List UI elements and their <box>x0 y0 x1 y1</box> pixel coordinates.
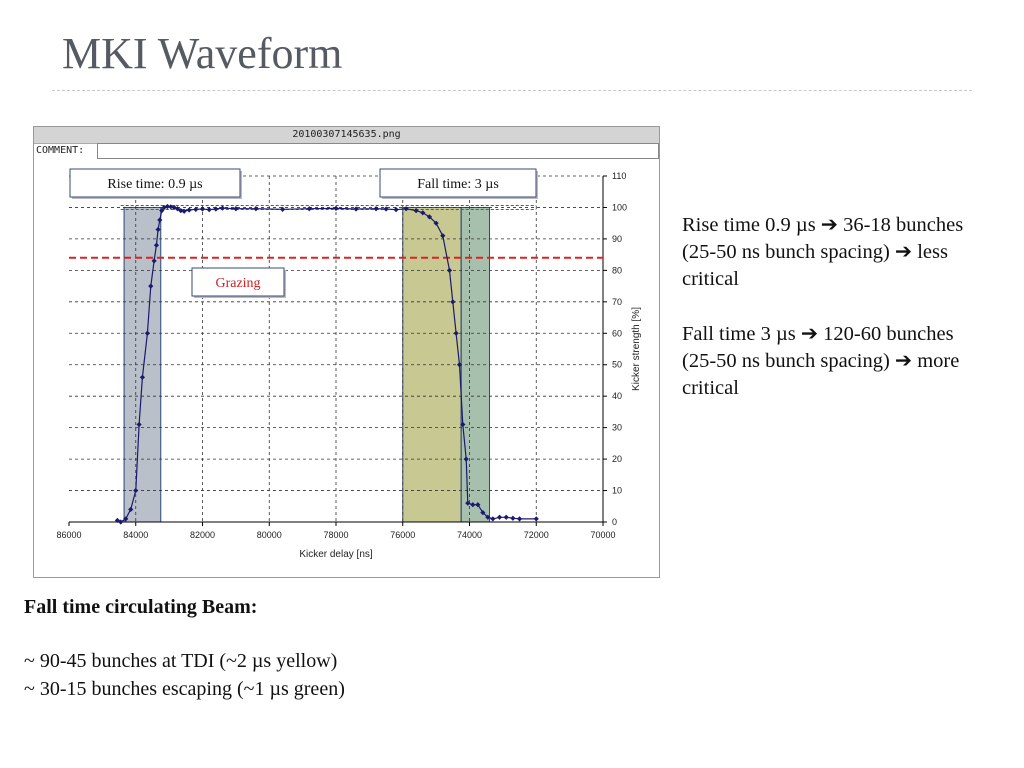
grazing-label: Grazing <box>215 276 261 291</box>
data-point <box>307 206 312 211</box>
data-point <box>373 206 378 211</box>
data-point <box>517 516 522 521</box>
data-point <box>510 516 515 521</box>
rise-time-label: Rise time: 0.9 µs <box>107 177 203 192</box>
x-tick-label: 72000 <box>523 530 549 540</box>
data-point <box>253 206 258 211</box>
y-tick-label: 30 <box>612 422 623 433</box>
chart-window <box>33 126 660 578</box>
data-point <box>187 207 192 212</box>
y-tick-label: 100 <box>612 202 628 213</box>
y-tick-label: 70 <box>612 296 623 307</box>
x-tick-label: 86000 <box>56 530 82 540</box>
x-axis-label: Kicker delay [ns] <box>299 549 373 560</box>
y-tick-label: 110 <box>612 171 627 181</box>
chart-filename: 20100307145635.png <box>34 127 659 144</box>
waveform-chart <box>34 127 659 577</box>
data-point <box>490 516 495 521</box>
y-axis-label: Kicker strength [%] <box>631 307 642 391</box>
data-point <box>200 206 205 211</box>
data-point <box>333 206 338 211</box>
data-point <box>233 206 238 211</box>
fall-time-label: Fall time: 3 µs <box>417 177 499 192</box>
escaping-bunches-note: ~ 30-15 bunches escaping (~1 µs green) <box>24 678 345 700</box>
x-tick-label: 76000 <box>390 530 416 540</box>
x-tick-label: 70000 <box>590 530 616 540</box>
y-tick-label: 10 <box>612 485 623 496</box>
fall-time-note: Fall time 3 µs ➔ 120-60 bunches (25-50 ns bunch spacing) ➔ more critical <box>682 323 960 399</box>
x-tick-label: 82000 <box>189 530 216 540</box>
y-tick-label: 0 <box>612 517 618 527</box>
y-tick-label: 40 <box>612 391 623 402</box>
fall-time-heading: Fall time circulating Beam: <box>24 596 258 618</box>
data-point <box>534 516 539 521</box>
tdi-bunches-note: ~ 90-45 bunches at TDI (~2 µs yellow) <box>24 650 338 672</box>
x-tick-label: 80000 <box>256 530 282 540</box>
y-tick-label: 20 <box>612 454 623 465</box>
comment-label: COMMENT: <box>36 145 85 156</box>
data-point <box>220 205 225 210</box>
slide-title: MKI Waveform <box>62 29 343 78</box>
y-tick-label: 50 <box>612 359 623 370</box>
x-tick-label: 84000 <box>123 530 149 540</box>
data-point <box>497 515 502 520</box>
x-tick-label: 78000 <box>323 530 349 540</box>
title-divider <box>52 90 972 91</box>
y-tick-label: 90 <box>612 233 623 244</box>
data-point <box>504 515 509 520</box>
y-tick-label: 60 <box>612 328 623 339</box>
x-tick-label: 74000 <box>456 530 483 540</box>
rise-time-note: Rise time 0.9 µs ➔ 36-18 bunches (25-50 ns bunch spacing) ➔ less critical <box>682 214 964 290</box>
y-tick-label: 80 <box>612 265 623 276</box>
